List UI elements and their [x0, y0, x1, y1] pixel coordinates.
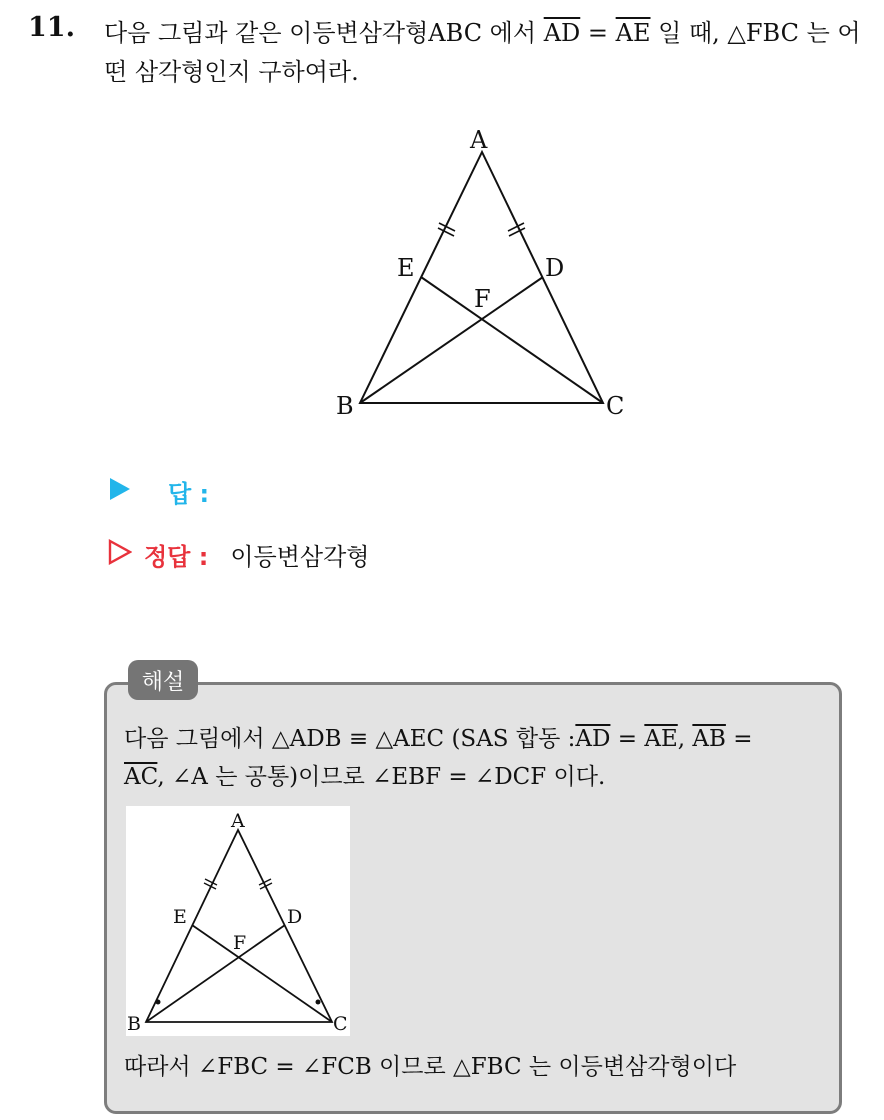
solution-label-a: A — [231, 810, 245, 832]
question-text-part2: 일 때, △FBC 는 어떤 삼각형인지 구하여라. — [104, 19, 861, 86]
solution-segment-ac: $\overline{AC}$ — [124, 764, 158, 790]
solution-label-e: E — [173, 906, 187, 928]
question-text — [104, 14, 874, 92]
outline-triangle-icon — [108, 539, 132, 571]
filled-triangle-icon — [108, 476, 132, 508]
solution-line-1-text: 다음 그림에서 △ADB ≡ △AEC (SAS 합동 : — [124, 726, 576, 752]
answer-label: 답 : — [168, 480, 210, 508]
triangle-figure — [320, 118, 640, 428]
solution-label-f: F — [233, 932, 247, 954]
solution-line-2 — [124, 758, 834, 796]
solution-line-2-text: , ∠A 는 공통)이므로 ∠EBF = ∠DCF 이다. — [157, 764, 606, 790]
segment-ad: $\overline{AD}$ — [543, 19, 581, 47]
label-b: B — [336, 392, 354, 420]
segment-ec — [421, 277, 603, 403]
solution-tab: 해설 — [128, 660, 198, 700]
segment-db — [360, 277, 543, 403]
solution-segment-ab: $\overline{AB}$ — [692, 726, 726, 752]
angle-dot-c — [316, 1000, 321, 1005]
segment-ae: $\overline{AE}$ — [615, 19, 651, 47]
solution-conclusion: 따라서 ∠FBC = ∠FCB 이므로 △FBC 는 이등변삼각형이다 — [124, 1054, 737, 1080]
label-a: A — [470, 126, 488, 154]
correct-answer-label: 정답 : — [144, 543, 209, 571]
label-d: D — [545, 254, 565, 282]
correct-answer-value: 이등변삼각형 — [230, 543, 370, 571]
solution-label-c: C — [333, 1013, 348, 1035]
label-e: E — [397, 254, 415, 282]
label-c: C — [606, 392, 625, 420]
solution-label-b: B — [127, 1013, 141, 1035]
solution-figure — [126, 806, 350, 1036]
answer-row — [108, 474, 209, 509]
solution-segment-ae: $\overline{AE}$ — [644, 726, 678, 752]
solution-equals-2: = — [725, 726, 753, 752]
solution-equals: = — [610, 726, 645, 752]
solution-segment-db — [146, 925, 285, 1022]
correct-answer-row — [108, 537, 369, 572]
angle-dot-b — [156, 1000, 161, 1005]
question-text-part1: 다음 그림과 같은 이등변삼각형ABC 에서 — [104, 19, 544, 47]
solution-segment-ad: $\overline{AD}$ — [575, 726, 611, 752]
equals-sign: = — [580, 19, 616, 47]
question-number: 11. — [28, 12, 75, 43]
solution-line-1 — [124, 720, 834, 758]
solution-comma: , — [677, 726, 693, 752]
solution-label-d: D — [287, 906, 303, 928]
solution-segment-ec — [192, 925, 332, 1022]
label-f: F — [474, 285, 491, 313]
